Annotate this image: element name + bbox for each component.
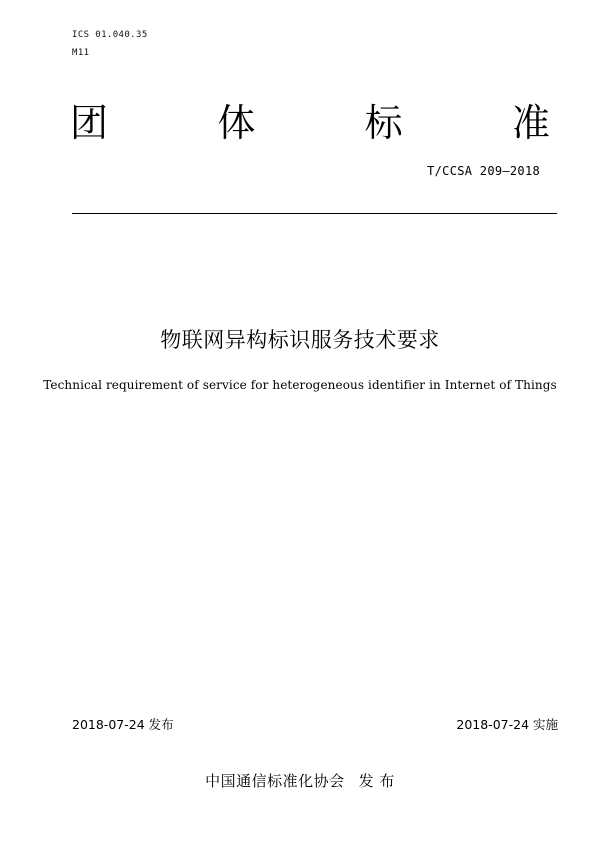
document-title-english: Technical requirement of service for heterogeneous identifier in Internet of Things (43, 378, 557, 392)
implementation-date: 2018-07-24 实施 (456, 717, 558, 732)
publisher-action: 发 布 (358, 772, 395, 790)
ics-code: ICS 01.040.35 (72, 30, 148, 40)
publisher-line (0, 771, 600, 791)
standard-type-char: 团 (70, 101, 109, 145)
standard-number: T/CCSA 209—2018 (427, 164, 540, 178)
standard-type-char: 体 (217, 101, 256, 145)
ccs-code: M11 (72, 48, 90, 58)
standard-type-char: 标 (364, 101, 403, 145)
publisher-organization: 中国通信标准化协会 (205, 772, 345, 790)
header-divider (72, 213, 557, 214)
standard-type-char: 准 (511, 101, 550, 145)
standard-type-heading (70, 100, 550, 146)
document-title-chinese: 物联网异构标识服务技术要求 (160, 328, 440, 352)
issue-date: 2018-07-24 发布 (72, 717, 174, 732)
